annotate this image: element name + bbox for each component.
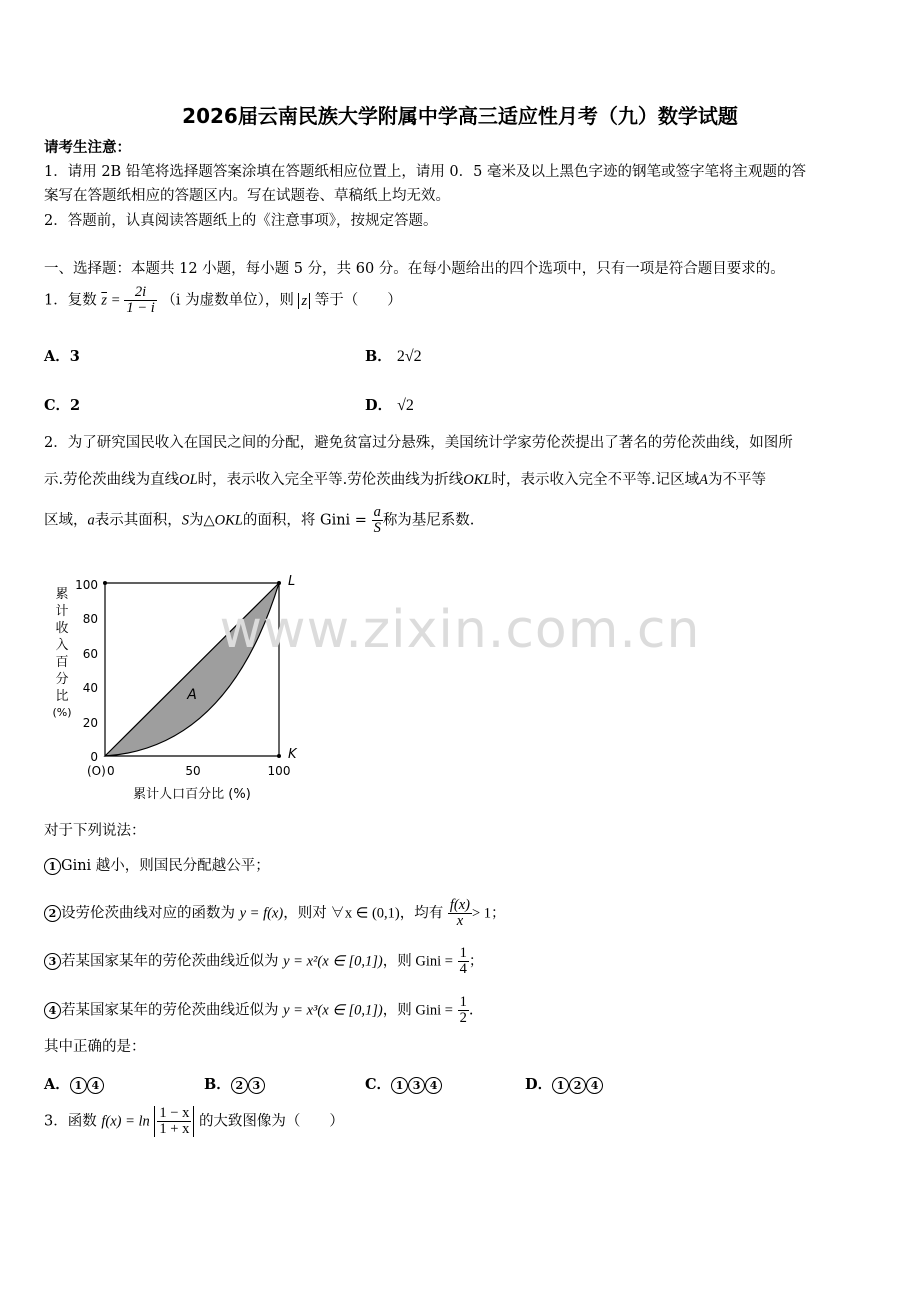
q2-statement-2-text-a: 设劳伦茨曲线对应的函数为 <box>61 905 235 922</box>
q3-frac-den: 1 + x <box>159 1121 190 1137</box>
q1-fraction <box>124 285 156 316</box>
q1-option-c: C．2 <box>44 397 81 414</box>
q2-option-d-label: D． <box>525 1076 553 1093</box>
q1-option-a: A．3 <box>44 348 80 365</box>
q3-abs <box>154 1106 194 1137</box>
q3-tail: 的大致图像为（ ） <box>198 1113 344 1130</box>
corner-point <box>103 581 107 585</box>
q1-frac-den: 1 − i <box>126 300 155 316</box>
circled-number: 2 <box>231 1077 248 1094</box>
q2-gini-den: S <box>373 520 381 536</box>
q2-statement-4-text-b: ，则 Gini = <box>382 1002 453 1019</box>
q2-line-1: 2．为了研究国民收入在国民之间的分配，避免贫富过分悬殊，美国统计学家劳伦茨提出了著名的劳伦茨曲线，如图所 <box>44 435 793 451</box>
q2-text-3c: 为△ <box>189 512 215 529</box>
q2-statement-4-text-c: . <box>468 1002 474 1019</box>
q1-option-b <box>365 345 422 366</box>
y-label-char: 计 <box>55 604 69 619</box>
q2-text-2a: 示.劳伦茨曲线为直线 <box>44 472 180 488</box>
q1-abs-z: z <box>298 293 310 309</box>
q3-frac-num: 1 − x <box>159 1105 190 1121</box>
circled-number: 3 <box>408 1077 425 1094</box>
x-axis-label: 累计人口百分比 (%) <box>133 787 251 802</box>
question-3 <box>44 1106 344 1137</box>
q1-eq: = <box>111 292 120 309</box>
q2-option-d <box>525 1073 603 1094</box>
y-tick: 40 <box>82 681 98 695</box>
q2-option-a-label: A． <box>44 1076 70 1093</box>
q3-fraction <box>157 1106 191 1137</box>
q1-num: 1．复数 <box>44 292 97 309</box>
circled-number: 3 <box>248 1077 265 1094</box>
q2-s2-den: x <box>456 913 464 929</box>
q2-text-3d: 的面积，将 Gini = <box>242 512 367 529</box>
q2-option-b-label: B． <box>204 1076 231 1093</box>
y-tick: 0 <box>90 750 98 764</box>
q2-s4-num: 1 <box>459 994 467 1010</box>
notice-line-1a: 1．请用 2B 铅笔将选择题答案涂填在答题纸相应位置上，请用 0．5 毫米及以上黑色字迹的钢笔或签字笔将主观题的答 <box>44 164 806 180</box>
q2-option-c-label: C． <box>365 1076 392 1093</box>
circled-number: 4 <box>87 1077 104 1094</box>
q2-text-2d: 为不平等 <box>707 472 766 488</box>
circled-number: 4 <box>586 1077 603 1094</box>
point-l <box>277 581 281 585</box>
q2-statement-2-fraction <box>448 898 472 929</box>
question-1 <box>44 285 402 316</box>
q2-line-2 <box>44 471 766 489</box>
q1-option-b-value: 2√2 <box>396 348 422 365</box>
q2-text-3e: 称为基尼系数. <box>382 512 475 529</box>
circled-number: 4 <box>425 1077 442 1094</box>
circled-number: 2 <box>44 905 61 922</box>
q2-statement-3-text-c: ； <box>468 953 484 970</box>
q2-statement-2-func: y = f(x) <box>239 905 284 922</box>
y-tick: 100 <box>75 578 98 592</box>
page-title: 2026届云南民族大学附属中学高三适应性月考（九）数学试题 <box>182 104 738 128</box>
origin-label: (O) <box>87 764 106 778</box>
circled-number: 3 <box>44 953 61 970</box>
label-k: K <box>288 747 297 762</box>
q1-tail: 等于（ ） <box>314 292 402 309</box>
y-label-char: 分 <box>55 672 69 687</box>
q2-statement-3-text-b: ，则 Gini = <box>382 953 453 970</box>
q1-z-conj: $\overline{z}$ <box>101 292 107 309</box>
q2-text-3a: 区域， <box>44 512 88 529</box>
q2-A: A <box>699 472 708 488</box>
q2-correct-prompt: 其中正确的是： <box>44 1039 146 1055</box>
q2-S: S <box>181 512 189 529</box>
circled-number: 1 <box>44 858 61 875</box>
q2-statement-1 <box>44 857 270 875</box>
q2-s2-num: f(x) <box>449 897 470 913</box>
x-tick: 100 <box>267 764 291 778</box>
q1-text: （i 为虚数单位），则 <box>161 292 294 309</box>
q2-statement-2 <box>44 898 506 929</box>
q2-a: a <box>87 512 95 529</box>
q2-statement-2-text-c: > 1； <box>471 905 506 922</box>
q1-frac-num: 2i <box>124 285 156 301</box>
q1-option-d-value: √2 <box>397 397 414 414</box>
y-tick: 60 <box>82 647 98 661</box>
q2-intro: 对于下列说法： <box>44 823 146 839</box>
q2-option-a <box>44 1073 104 1094</box>
y-label-char: 入 <box>55 638 69 653</box>
q1-option-d <box>365 394 414 415</box>
q2-statement-4 <box>44 995 473 1026</box>
q2-statement-4-text-a: 若某国家某年的劳伦茨曲线近似为 <box>61 1002 279 1019</box>
x-ticks <box>107 764 290 778</box>
watermark: www.zixin.com.cn <box>219 600 701 660</box>
q2-statement-3-text-a: 若某国家某年的劳伦茨曲线近似为 <box>61 953 279 970</box>
q3-num: 3．函数 <box>44 1113 97 1130</box>
q2-statement-3-func: y = x²(x ∈ [0,1]) <box>283 953 383 970</box>
q2-gini-fraction <box>372 505 383 536</box>
q1-option-b-label: B． <box>365 348 392 365</box>
x-tick: 50 <box>185 764 201 778</box>
y-label-char: 收 <box>55 621 69 636</box>
q2-statement-4-func: y = x³(x ∈ [0,1]) <box>283 1002 383 1019</box>
circled-number: 1 <box>70 1077 87 1094</box>
x-tick: 0 <box>107 764 115 778</box>
q2-gini-num: a <box>373 504 381 520</box>
y-tick: 80 <box>82 612 98 626</box>
notice-heading: 请考生注意： <box>44 139 131 156</box>
label-a: A <box>187 687 197 703</box>
q2-s3-num: 1 <box>459 945 467 961</box>
y-tick: 20 <box>82 716 98 730</box>
q2-text-3b: 表示其面积， <box>94 512 182 529</box>
q2-option-b <box>204 1073 265 1094</box>
circled-number: 1 <box>391 1077 408 1094</box>
section-heading: 一、选择题：本题共 12 小题，每小题 5 分，共 60 分。在每小题给出的四个选项中，只有一项是符合题目要求的。 <box>44 261 785 277</box>
y-label-unit: (%) <box>52 706 72 719</box>
q3-func: f(x) = ln <box>101 1113 150 1130</box>
circled-number: 4 <box>44 1002 61 1019</box>
y-label-char: 百 <box>55 655 69 670</box>
q2-line-3 <box>44 505 474 536</box>
notice-line-1b: 案写在答题纸相应的答题区内。写在试题卷、草稿纸上均无效。 <box>44 188 450 204</box>
y-label-char: 比 <box>55 689 69 704</box>
q2-statement-4-fraction <box>458 995 469 1026</box>
circled-number: 1 <box>552 1077 569 1094</box>
q2-statement-1-text: Gini 越小，则国民分配越公平； <box>61 858 270 874</box>
q2-text-2b: 时，表示收入完全平等.劳伦茨曲线为折线 <box>197 472 464 488</box>
q2-OL: OL <box>179 472 198 488</box>
q1-option-d-label: D． <box>365 397 393 414</box>
point-k <box>277 754 281 758</box>
q2-s3-den: 4 <box>459 961 467 977</box>
label-l: L <box>288 574 296 589</box>
q2-option-c <box>365 1073 442 1094</box>
q2-text-2c: 时，表示收入完全不平等.记区域 <box>491 472 700 488</box>
q2-OKL: OKL <box>463 472 492 488</box>
q2-statement-3 <box>44 946 483 977</box>
q2-OKL-2: OKL <box>214 512 243 529</box>
q2-s4-den: 2 <box>459 1010 467 1026</box>
q2-statement-2-text-b: ，则对 ∀x ∈ (0,1)，均有 <box>283 905 444 922</box>
notice-line-2: 2．答题前，认真阅读答题纸上的《注意事项》，按规定答题。 <box>44 213 438 229</box>
q2-statement-3-fraction <box>458 946 469 977</box>
circled-number: 2 <box>569 1077 586 1094</box>
y-label-char: 累 <box>55 587 69 602</box>
